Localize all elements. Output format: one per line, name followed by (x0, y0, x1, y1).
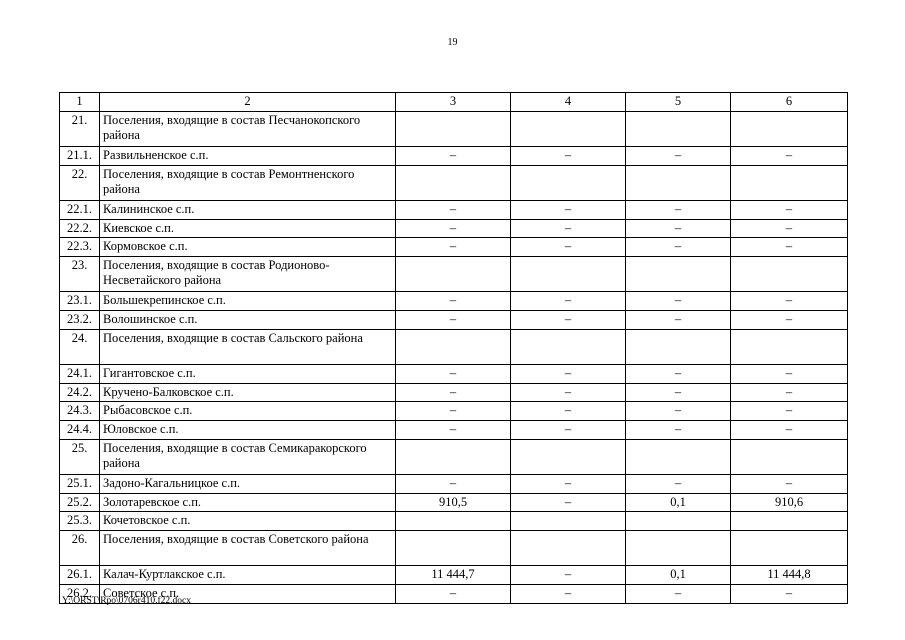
table-row (60, 111, 848, 147)
column-3-cell (396, 165, 511, 201)
column-6-cell (731, 165, 848, 201)
column-4-cell (511, 512, 626, 531)
row-number-cell: 24.3. (60, 402, 100, 421)
row-number-cell: 23. (60, 256, 100, 292)
column-6-cell (731, 329, 848, 365)
column-4-cell: – (511, 420, 626, 439)
row-number-cell: 25.1. (60, 475, 100, 494)
table-row (60, 383, 848, 402)
column-6-cell (731, 530, 848, 566)
column-4-cell: – (511, 238, 626, 257)
column-4-cell: – (511, 311, 626, 330)
column-5-cell (626, 165, 731, 201)
settlement-name-cell: Поселения, входящие в состав Семикаракорского района (100, 439, 396, 475)
column-5-cell: – (626, 420, 731, 439)
column-5-cell: – (626, 311, 731, 330)
column-6-cell: – (731, 219, 848, 238)
table-row (60, 365, 848, 384)
column-4-cell: – (511, 219, 626, 238)
settlement-name-cell: Поселения, входящие в состав Советского района (100, 530, 396, 566)
column-5-cell (626, 256, 731, 292)
table-row (60, 311, 848, 330)
column-6-cell: 11 444,8 (731, 566, 848, 585)
table-row (60, 420, 848, 439)
column-4-cell (511, 439, 626, 475)
settlement-name-cell: Поселения, входящие в состав Песчанокопского района (100, 111, 396, 147)
column-3-cell: – (396, 365, 511, 384)
row-number-cell: 22. (60, 165, 100, 201)
column-6-cell: – (731, 365, 848, 384)
column-4-cell (511, 111, 626, 147)
settlement-name-cell: Советское с.п. (100, 584, 396, 603)
column-5-cell: – (626, 475, 731, 494)
row-number-cell: 22.2. (60, 219, 100, 238)
settlement-name-cell: Поселения, входящие в состав Родионово-Несветайского района (100, 256, 396, 292)
column-6-cell: – (731, 402, 848, 421)
header-cell-1: 1 (60, 93, 100, 112)
row-number-cell: 23.1. (60, 292, 100, 311)
header-cell-3: 3 (396, 93, 511, 112)
settlement-name-cell: Кормовское с.п. (100, 238, 396, 257)
column-3-cell: – (396, 292, 511, 311)
row-number-cell: 24.4. (60, 420, 100, 439)
column-4-cell (511, 165, 626, 201)
row-number-cell: 23.2. (60, 311, 100, 330)
column-6-cell: – (731, 292, 848, 311)
settlement-name-cell: Кручено-Балковское с.п. (100, 383, 396, 402)
column-6-cell (731, 111, 848, 147)
row-number-cell: 24. (60, 329, 100, 365)
table-row (60, 292, 848, 311)
row-number-cell: 25. (60, 439, 100, 475)
header-cell-2: 2 (100, 93, 396, 112)
column-6-cell (731, 512, 848, 531)
settlement-name-cell: Волошинское с.п. (100, 311, 396, 330)
settlement-name-cell: Поселения, входящие в состав Сальского района (100, 329, 396, 365)
column-3-cell: – (396, 402, 511, 421)
column-6-cell: – (731, 238, 848, 257)
table-row (60, 493, 848, 512)
footer-file-path: Y:\ORST\Rpo\0706r410.f22.docx (62, 596, 191, 606)
row-number-cell: 22.3. (60, 238, 100, 257)
column-5-cell: – (626, 292, 731, 311)
column-3-cell: 910,5 (396, 493, 511, 512)
column-3-cell: – (396, 420, 511, 439)
column-4-cell: – (511, 475, 626, 494)
row-number-cell: 25.3. (60, 512, 100, 531)
column-5-cell (626, 439, 731, 475)
column-5-cell: – (626, 365, 731, 384)
column-6-cell (731, 256, 848, 292)
column-5-cell: – (626, 219, 731, 238)
row-number-cell: 26.1. (60, 566, 100, 585)
column-5-cell (626, 512, 731, 531)
column-5-cell: – (626, 238, 731, 257)
column-3-cell (396, 329, 511, 365)
settlement-name-cell: Поселения, входящие в состав Ремонтненского района (100, 165, 396, 201)
column-6-cell (731, 439, 848, 475)
column-3-cell: – (396, 238, 511, 257)
column-3-cell: – (396, 475, 511, 494)
row-number-cell: 22.1. (60, 201, 100, 220)
column-3-cell (396, 111, 511, 147)
row-number-cell: 25.2. (60, 493, 100, 512)
settlement-name-cell: Киевское с.п. (100, 219, 396, 238)
column-5-cell: – (626, 402, 731, 421)
settlement-name-cell: Кочетовское с.п. (100, 512, 396, 531)
settlement-name-cell: Гигантовское с.п. (100, 365, 396, 384)
table-row (60, 201, 848, 220)
header-row (60, 93, 848, 112)
column-4-cell: – (511, 566, 626, 585)
column-3-cell: – (396, 584, 511, 603)
table-row (60, 566, 848, 585)
column-4-cell: – (511, 292, 626, 311)
column-6-cell: – (731, 420, 848, 439)
table-row (60, 475, 848, 494)
column-5-cell: 0,1 (626, 566, 731, 585)
column-6-cell: – (731, 201, 848, 220)
column-5-cell (626, 111, 731, 147)
column-5-cell: – (626, 147, 731, 166)
table-row (60, 256, 848, 292)
column-3-cell: 11 444,7 (396, 566, 511, 585)
table-row (60, 512, 848, 531)
column-6-cell: – (731, 584, 848, 603)
page-number: 19 (447, 37, 458, 48)
row-number-cell: 21.1. (60, 147, 100, 166)
settlement-name-cell: Калининское с.п. (100, 201, 396, 220)
settlement-name-cell: Развильненское с.п. (100, 147, 396, 166)
table-row (60, 238, 848, 257)
column-4-cell (511, 329, 626, 365)
column-3-cell (396, 439, 511, 475)
column-4-cell: – (511, 584, 626, 603)
column-5-cell: – (626, 584, 731, 603)
column-4-cell: – (511, 201, 626, 220)
column-3-cell: – (396, 147, 511, 166)
column-4-cell: – (511, 147, 626, 166)
table-row (60, 439, 848, 475)
column-6-cell: – (731, 383, 848, 402)
column-3-cell (396, 530, 511, 566)
row-number-cell: 21. (60, 111, 100, 147)
column-5-cell: – (626, 201, 731, 220)
column-6-cell: 910,6 (731, 493, 848, 512)
settlement-name-cell: Золотаревское с.п. (100, 493, 396, 512)
header-cell-5: 5 (626, 93, 731, 112)
column-3-cell: – (396, 311, 511, 330)
column-6-cell: – (731, 475, 848, 494)
settlement-name-cell: Юловское с.п. (100, 420, 396, 439)
column-4-cell (511, 256, 626, 292)
settlement-name-cell: Рыбасовское с.п. (100, 402, 396, 421)
settlement-name-cell: Калач-Куртлакское с.п. (100, 566, 396, 585)
row-number-cell: 26.2. (60, 584, 100, 603)
column-4-cell: – (511, 383, 626, 402)
row-number-cell: 24.1. (60, 365, 100, 384)
settlement-name-cell: Задоно-Кагальницкое с.п. (100, 475, 396, 494)
table-row (60, 147, 848, 166)
column-6-cell: – (731, 147, 848, 166)
table-row (60, 402, 848, 421)
row-number-cell: 26. (60, 530, 100, 566)
column-4-cell: – (511, 493, 626, 512)
header-cell-4: 4 (511, 93, 626, 112)
column-3-cell: – (396, 201, 511, 220)
column-6-cell: – (731, 311, 848, 330)
column-4-cell: – (511, 365, 626, 384)
row-number-cell: 24.2. (60, 383, 100, 402)
column-5-cell (626, 329, 731, 365)
column-3-cell: – (396, 219, 511, 238)
column-4-cell (511, 530, 626, 566)
table-row (60, 219, 848, 238)
column-5-cell: – (626, 383, 731, 402)
data-table (59, 92, 848, 604)
table-row (60, 329, 848, 365)
column-3-cell (396, 256, 511, 292)
table-row (60, 530, 848, 566)
column-3-cell: – (396, 383, 511, 402)
column-4-cell: – (511, 402, 626, 421)
settlement-name-cell: Большекрепинское с.п. (100, 292, 396, 311)
column-5-cell (626, 530, 731, 566)
header-cell-6: 6 (731, 93, 848, 112)
column-3-cell (396, 512, 511, 531)
column-5-cell: 0,1 (626, 493, 731, 512)
table-row (60, 165, 848, 201)
